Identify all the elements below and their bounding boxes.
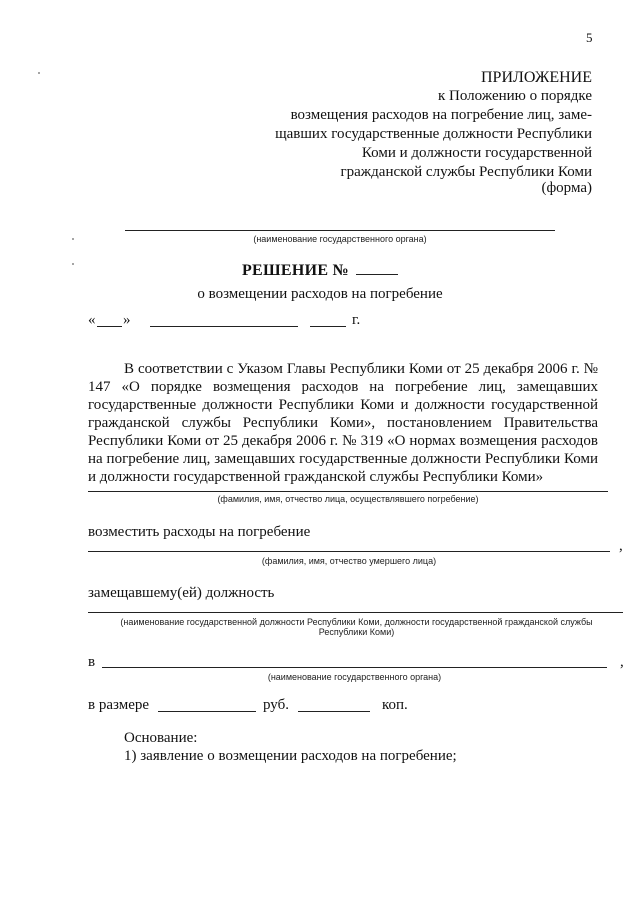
- year-suffix: г.: [352, 312, 361, 328]
- date-year-field[interactable]: [310, 326, 346, 327]
- basis-item-1: 1) заявление о возмещении расходов на погребение;: [124, 748, 457, 764]
- gov-body-2-caption: (наименование государственного органа): [267, 672, 442, 682]
- appendix-line-2: возмещения расходов на погребение лиц, заме-: [290, 107, 592, 123]
- page-number: 5: [586, 30, 593, 45]
- kop-label: коп.: [382, 697, 408, 713]
- in-label: в: [88, 654, 96, 670]
- decision-subtitle: о возмещении расходов на погребение: [197, 286, 443, 302]
- deceased-fio-field-line[interactable]: [88, 551, 610, 552]
- date-month-field[interactable]: [150, 326, 298, 327]
- form-label: (форма): [541, 180, 592, 196]
- appendix-line-1: к Положению о порядке: [438, 88, 592, 104]
- appendix-header: [275, 68, 592, 182]
- appendix-line-4: Коми и должности государственной: [361, 145, 592, 161]
- date-day-field[interactable]: [97, 326, 122, 327]
- body-paragraph-text: В соответствии с Указом Главы Республики Коми от 25 декабря 2006 г. № 147 «О порядке возмещения расходов на погребение лиц, замещавших государственные должности Республики Коми и должности государственной гражданской службы Республики Коми», постановлением Правительства Республики Коми от 25 декабря 2006 г. № 319 «О нормах возмещения расходов на погребение лиц, замещавших государственные должности Республики Коми и должности государственной гражданской службы Республики Коми»: [88, 361, 598, 485]
- date-open-quote: «: [88, 312, 96, 328]
- scan-speck: [72, 238, 74, 240]
- gov-body-field-line[interactable]: [125, 230, 555, 231]
- person-fio-field-line[interactable]: [88, 491, 608, 492]
- person-fio-caption: (фамилия, имя, отчество лица, осуществлявшего погребение): [217, 494, 479, 504]
- position-caption-line-1: (наименование государственной должности Республики Коми, должности государственной гражданской службы: [120, 617, 593, 627]
- amount-label: в размере: [88, 697, 150, 713]
- date-close-quote: »: [123, 312, 131, 328]
- decision-title: РЕШЕНИЕ №: [241, 262, 350, 279]
- comma-2: ,: [620, 654, 624, 670]
- position-field-line[interactable]: [88, 612, 623, 613]
- basis-label: Основание:: [124, 730, 198, 746]
- kop-amount-field[interactable]: [298, 711, 370, 712]
- position-caption-line-2: Республики Коми): [318, 627, 395, 637]
- rub-label: руб.: [263, 697, 289, 713]
- scan-speck: [38, 72, 40, 74]
- comma-1: ,: [619, 538, 623, 554]
- gov-body-2-field-line[interactable]: [102, 667, 607, 668]
- gov-body-caption: (наименование государственного органа): [253, 234, 427, 244]
- appendix-title: ПРИЛОЖЕНИЕ: [480, 69, 592, 86]
- rub-amount-field[interactable]: [158, 711, 256, 712]
- appendix-line-5: гражданской службы Республики Коми: [340, 164, 592, 180]
- decision-number-field[interactable]: [356, 274, 398, 275]
- deceased-fio-caption: (фамилия, имя, отчество умершего лица): [261, 556, 437, 566]
- body-paragraph: [88, 360, 598, 486]
- position-caption: [84, 617, 629, 637]
- decision-title-block: [0, 262, 640, 303]
- position-label: замещавшему(ей) должность: [88, 585, 275, 601]
- scan-speck: [72, 263, 74, 265]
- appendix-line-3: щавших государственные должности Республики: [275, 126, 592, 142]
- reimburse-label: возместить расходы на погребение: [88, 524, 311, 540]
